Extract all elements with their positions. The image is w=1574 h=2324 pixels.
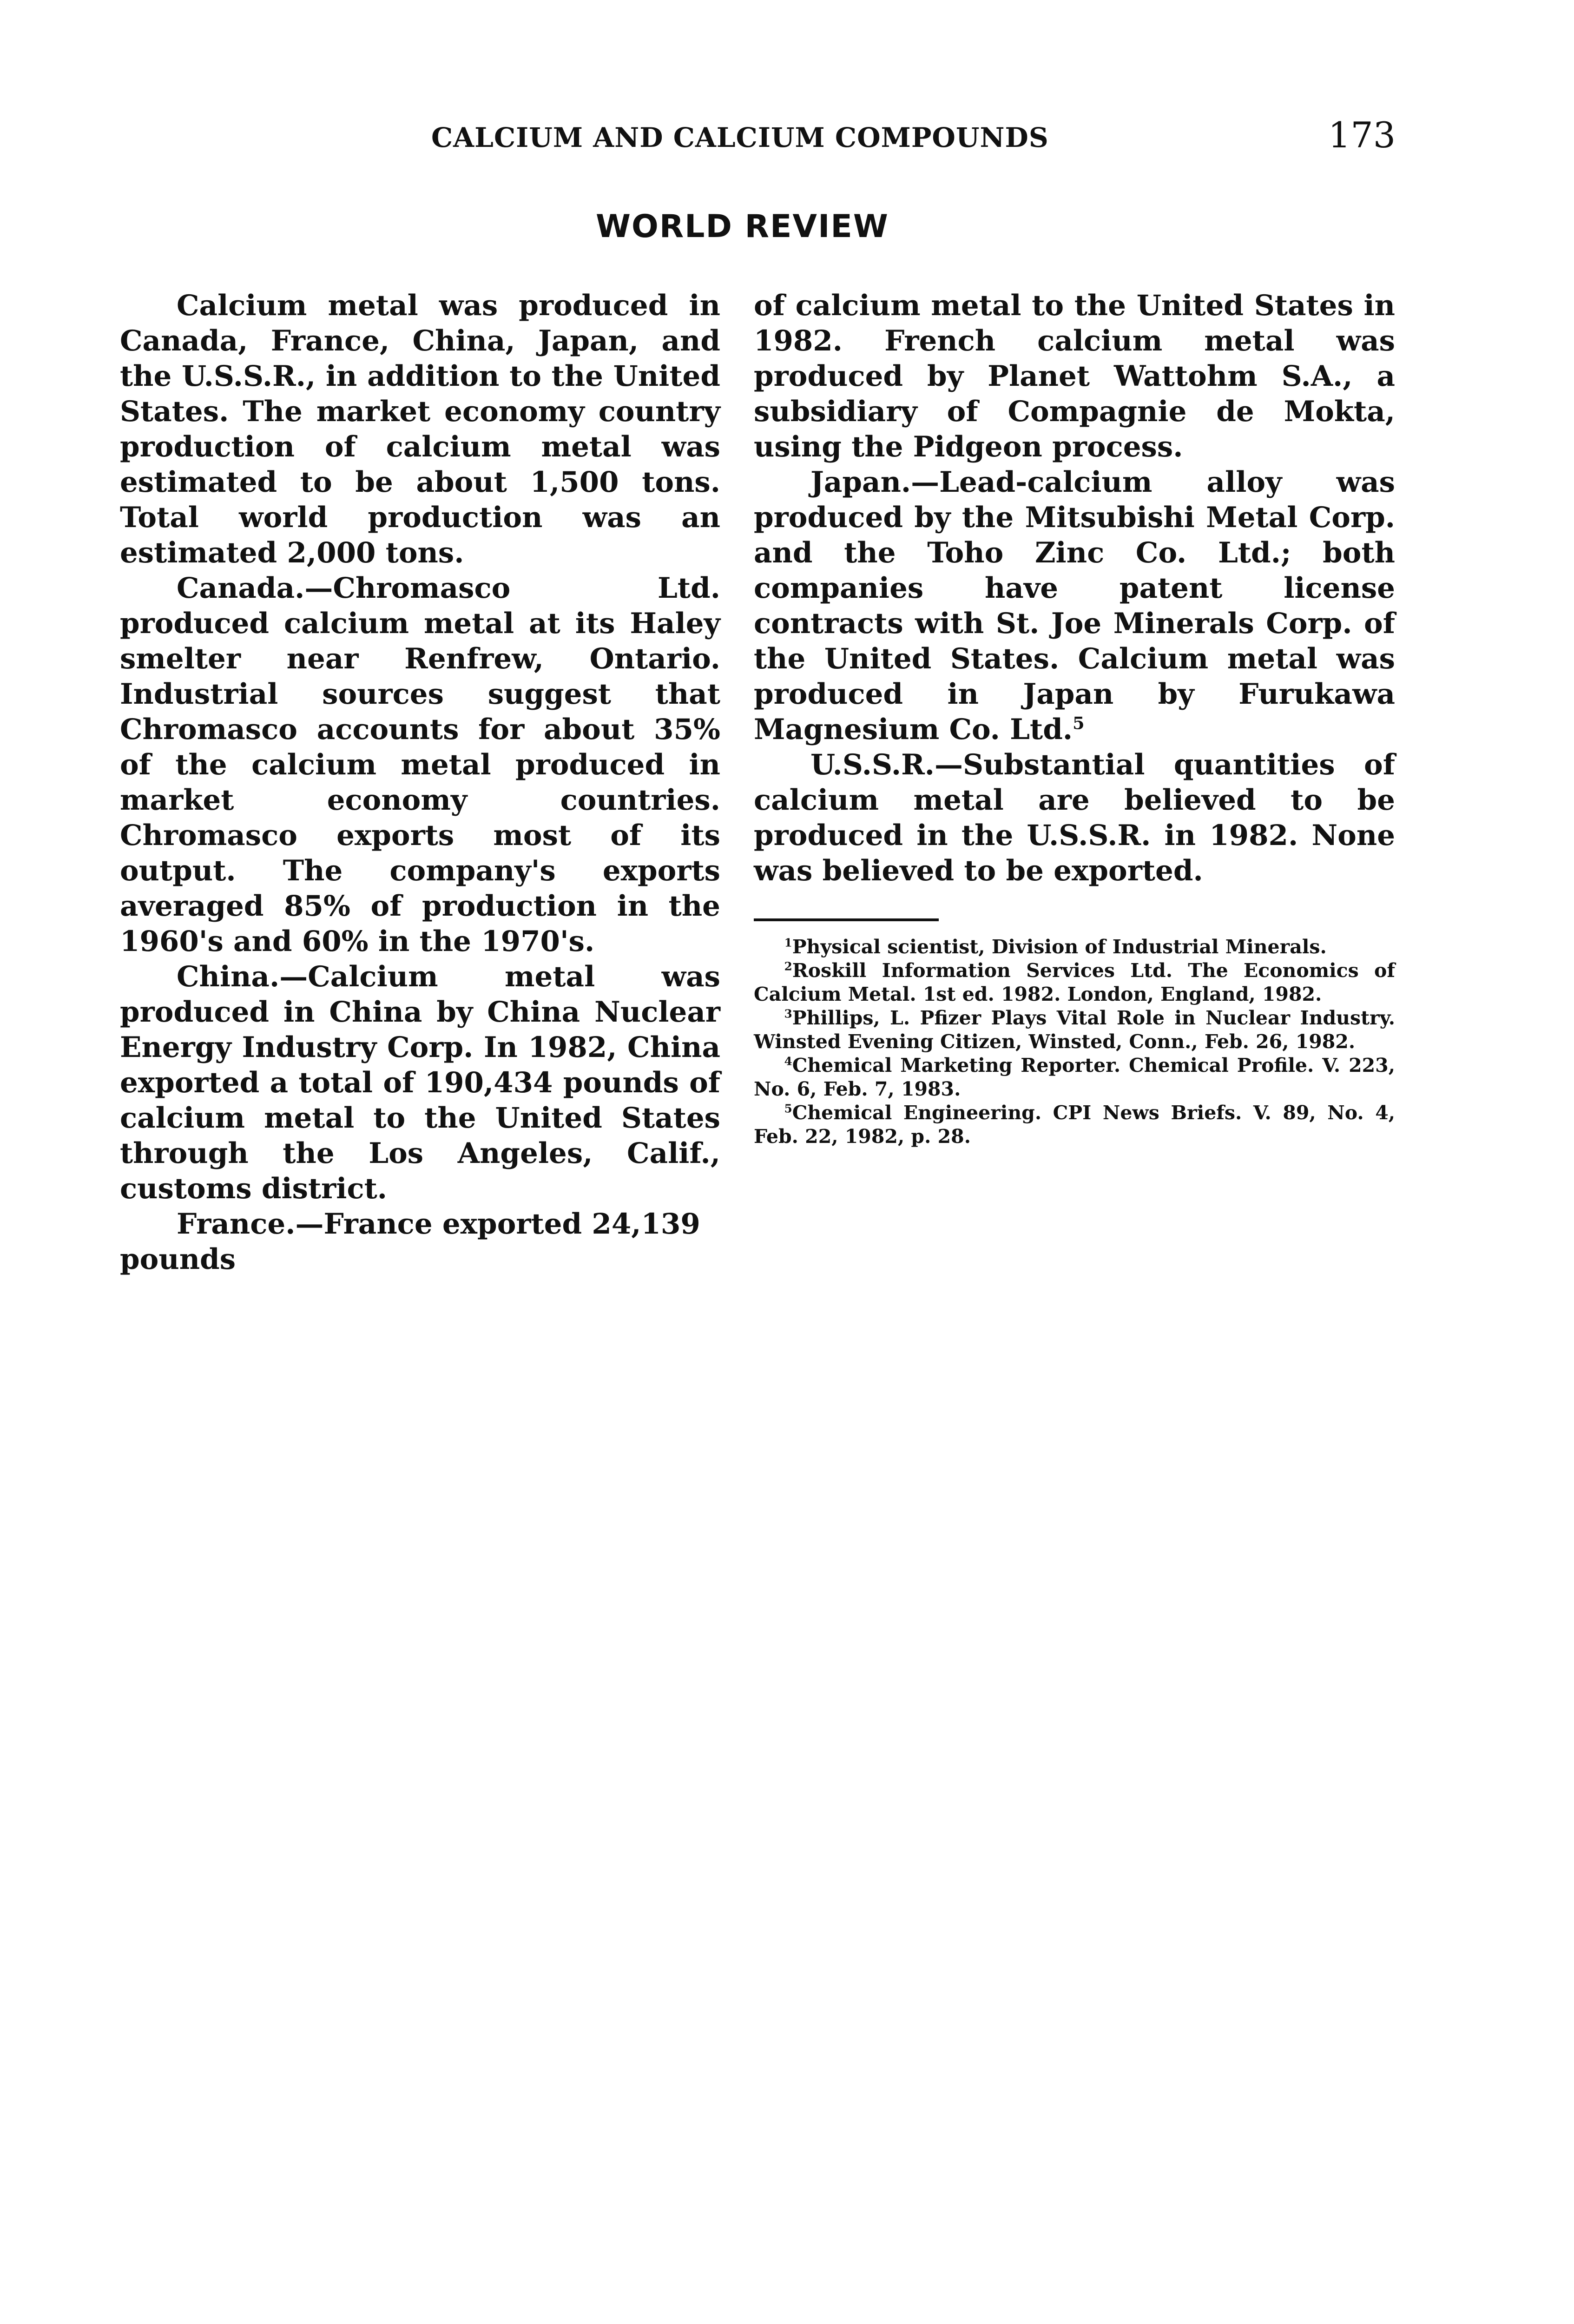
- intro-paragraph: Calcium metal was produced in Canada, France, China, Japan, and the U.S.S.R., in addition to the United States. The market economy country production of calcium metal was estimated to be about 1,500 tons. Total world production was an estimated 2,000 tons.: [120, 289, 720, 569]
- left-column: [120, 288, 720, 1277]
- footnote-number: 4: [784, 1054, 792, 1068]
- page-number: 173: [1328, 114, 1396, 156]
- footnote-rule: [754, 918, 939, 921]
- china-paragraph: [120, 959, 720, 1207]
- japan-heading: Japan.: [810, 466, 911, 499]
- footnote-number: 5: [784, 1102, 792, 1116]
- footnote-ref: 5: [1073, 713, 1085, 733]
- footnote-text: Chemical Engineering. CPI News Briefs. V. 89, No. 4, Feb. 22, 1982, p. 28.: [754, 1102, 1395, 1148]
- france-continued-paragraph: of calcium metal to the United States in 1982. French calcium metal was produced by Planet Wattohm S.A., a subsidiary of Compagnie de Mokta, using the Pidgeon process.: [754, 289, 1395, 463]
- france-paragraph: [120, 1207, 720, 1277]
- canada-heading: Canada.: [177, 572, 305, 605]
- running-head: CALCIUM AND CALCIUM COMPOUNDS: [431, 122, 1049, 153]
- france-heading: France.: [177, 1208, 296, 1241]
- footnote-number: 1: [784, 936, 792, 950]
- china-heading: China.: [177, 960, 280, 993]
- ussr-paragraph: [754, 747, 1395, 889]
- japan-paragraph: [754, 465, 1395, 747]
- footnote: [754, 959, 1395, 1006]
- france-text: —France exported 24,139 pounds: [120, 1208, 700, 1276]
- section-title: WORLD REVIEW: [596, 208, 889, 245]
- footnote-text: Physical scientist, Division of Industrial Minerals.: [792, 936, 1327, 958]
- footnote-text: Chemical Marketing Reporter. Chemical Profile. V. 223, No. 6, Feb. 7, 1983.: [754, 1054, 1395, 1100]
- footnote: [754, 1054, 1395, 1101]
- footnote: [754, 1006, 1395, 1054]
- canada-text: —Chromasco Ltd. produced calcium metal at its Haley smelter near Renfrew, Ontario. Industrial sources suggest that Chromasco accounts for about 35% of the calcium metal produced in market economy countries. Chromasco exports most of its output. The company's exports averaged 85% of production in the 1960's and 60% in the 1970's.: [120, 572, 720, 958]
- footnote-number: 2: [784, 959, 792, 973]
- footnote: [754, 1101, 1395, 1149]
- ussr-heading: U.S.S.R.: [810, 748, 935, 781]
- footnotes: [754, 935, 1395, 1149]
- footnote: [754, 935, 1395, 959]
- japan-text: —Lead-calcium alloy was produced by the Mitsubishi Metal Corp. and the Toho Zinc Co. Ltd.; both companies have patent license contracts with St. Joe Minerals Corp. of the United States. Calcium metal was produced in Japan by Furukawa Magnesium Co. Ltd.: [754, 466, 1395, 746]
- footnote-text: Roskill Information Services Ltd. The Economics of Calcium Metal. 1st ed. 1982. London, England, 1982.: [754, 959, 1395, 1005]
- footnote-text: Phillips, L. Pfizer Plays Vital Role in Nuclear Industry. Winsted Evening Citizen, Winsted, Conn., Feb. 26, 1982.: [754, 1007, 1395, 1053]
- ussr-text: —Substantial quantities of calcium metal are believed to be produced in the U.S.S.R. in 1982. None was believed to be exported.: [754, 748, 1395, 887]
- right-column: [754, 288, 1395, 1149]
- canada-paragraph: [120, 571, 720, 959]
- china-text: —Calcium metal was produced in China by China Nuclear Energy Industry Corp. In 1982, China exported a total of 190,434 pounds of calcium metal to the United States through the Los Angeles, Calif., customs district.: [120, 960, 720, 1205]
- footnote-number: 3: [784, 1007, 792, 1021]
